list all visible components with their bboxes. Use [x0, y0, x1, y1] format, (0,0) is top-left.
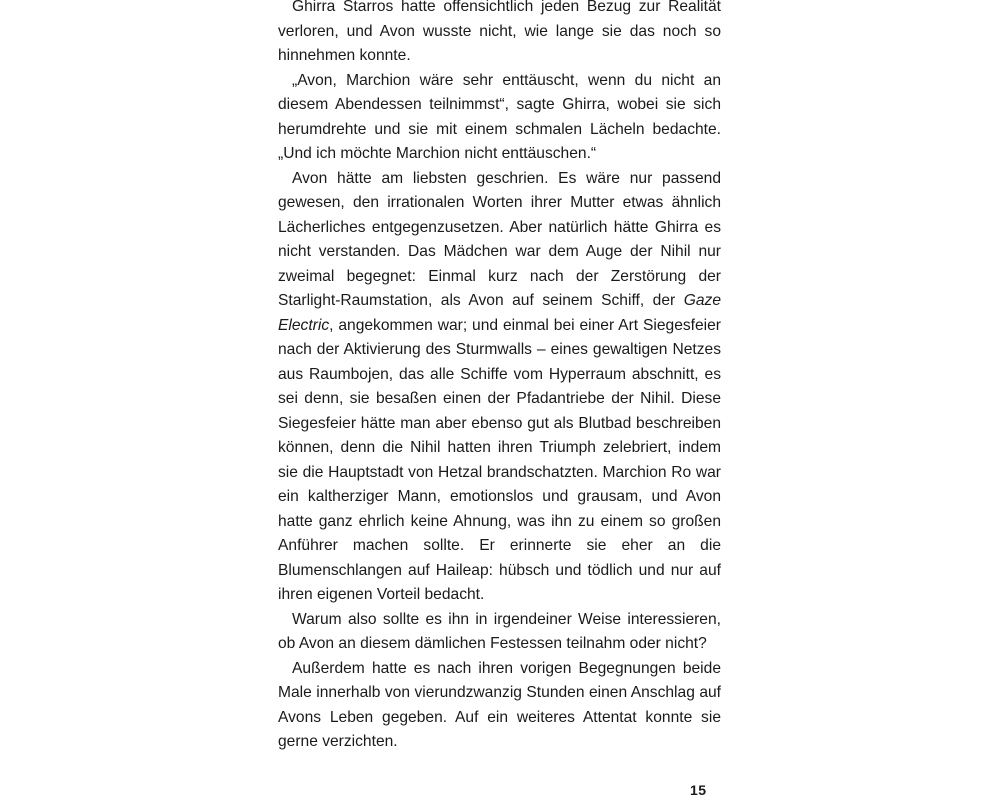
paragraph-5: Außerdem hatte es nach ihren vorigen Begegnungen beide Male innerhalb von vierundzwanzig Stunden einen Anschlag auf Avons Leben gegeben. Auf ein weiteres Attentat konnte sie gerne verzichten.: [278, 659, 721, 750]
paragraph-3-part-1: Avon hätte am liebsten geschrien. Es wäre nur passend gewesen, den irrationalen Worten ihrer Mutter etwas ähnlich Lächerliches entgegenzusetzen. Aber natürlich hätte Ghirra es nicht verstanden. Das Mädchen war dem Auge der Nihil nur zweimal begegnet: Einmal kurz nach der Zerstörung der Starlight-Raumstation, als Avon auf seinem Schiff, der: [278, 169, 721, 309]
ship-name: Gaze Electric: [278, 292, 721, 334]
page-number: 15: [690, 782, 707, 798]
paragraph-1: Ghirra Starros hatte offensichtlich jeden Bezug zur Realität verloren, und Avon wusste nicht, wie lange sie das noch so hinnehmen konnte.: [278, 0, 721, 64]
paragraph-4: Warum also sollte es ihn in irgendeiner Weise interessieren, ob Avon an diesem dämlichen Festessen teilnahm oder nicht?: [278, 610, 721, 652]
paragraph-2: „Avon, Marchion wäre sehr enttäuscht, wenn du nicht an diesem Abendessen teilnimmst“, sagte Ghirra, wobei sie sich herumdrehte und sie mit einem schmalen Lächeln bedachte. „Und ich möchte Marchion nicht enttäuschen.“: [278, 71, 721, 162]
body-text: [278, 0, 721, 755]
paragraph-3: [278, 167, 721, 608]
paragraph-3-part-2: , angekommen war; und einmal bei einer Art Siegesfeier nach der Aktivierung des Sturmwalls – eines gewaltigen Netzes aus Raumbojen, das alle Schiffe vom Hyperraum abschnitt, es sei denn, sie besaßen einen der Pfadantriebe der Nihil. Diese Siegesfeier hätte man aber ebenso gut als Blutbad beschreiben können, denn die Nihil hatten ihren Triumph zelebriert, indem sie die Hauptstadt von Hetzal brandschatzten. Marchion Ro war ein kaltherziger Mann, emotionslos und grausam, und Avon hatte ganz ehrlich keine Ahnung, was ihn zu einem so großen Anführer machen sollte. Er erinnerte sie eher an die Blumenschlangen auf Haileap: hübsch und tödlich und nur auf ihren eigenen Vorteil bedacht.: [278, 316, 721, 603]
